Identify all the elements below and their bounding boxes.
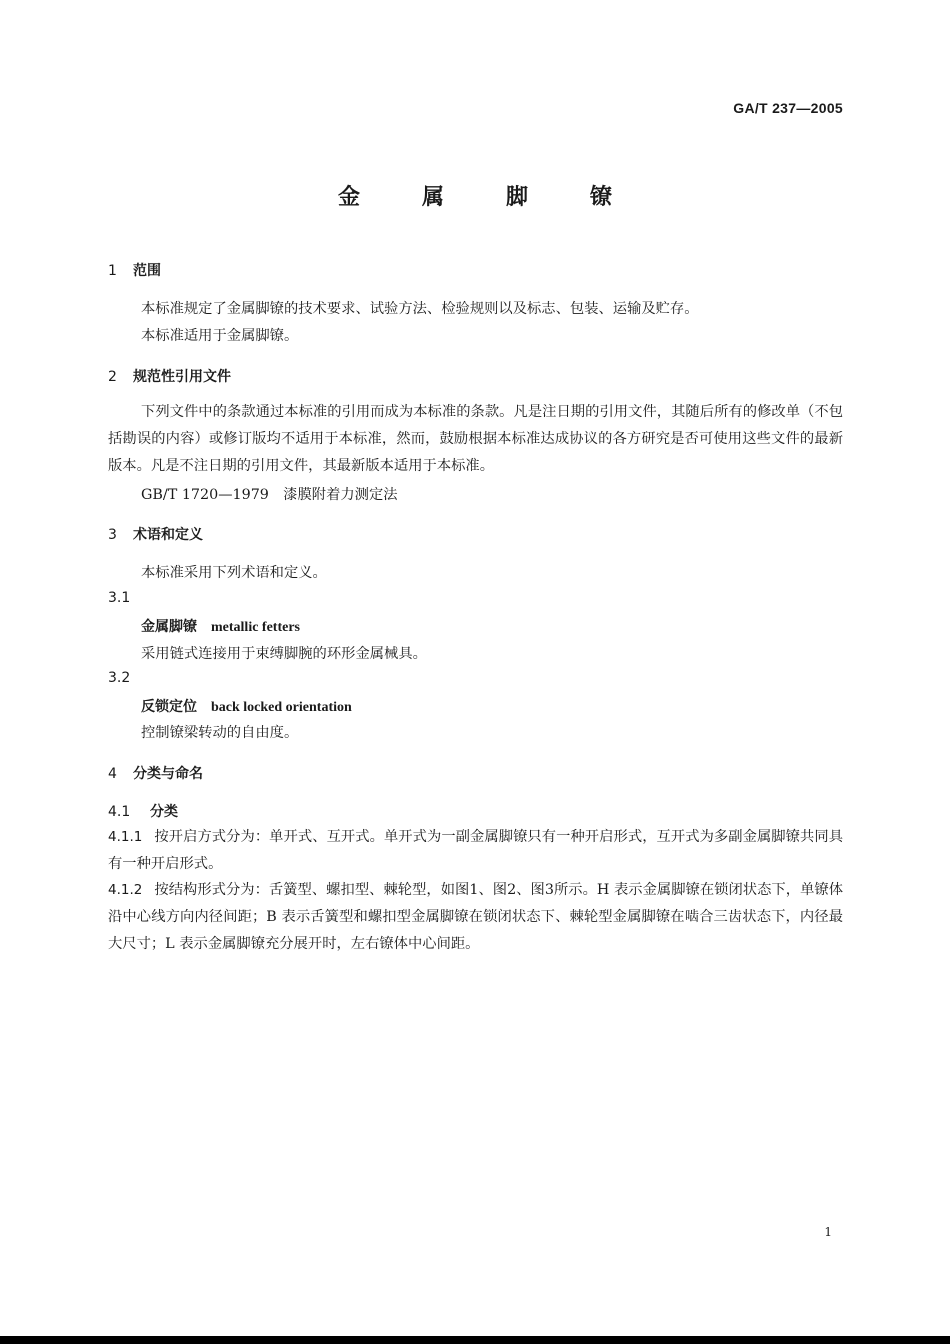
clause-4-1-2 [108,877,843,958]
section-1-paragraph: 本标准适用于金属脚镣。 [141,328,299,344]
term-chinese: 金属脚镣 [141,619,197,635]
term-english: metallic fetters [211,620,300,635]
section-1-paragraph: 本标准规定了金属脚镣的技术要求、试验方法、检验规则以及标志、包装、运输及贮存。 [141,301,699,317]
section-number: 4 [108,766,117,782]
term-chinese: 反锁定位 [141,699,197,715]
standard-number: GA/T 237—2005 [733,100,843,116]
section-title: 范围 [133,263,161,279]
page-number: 1 [824,1225,832,1239]
term-entry [141,696,352,716]
normative-reference: GB/T 1720—1979 漆膜附着力测定法 [141,487,398,503]
section-3-paragraph: 本标准采用下列术语和定义。 [141,565,327,581]
section-title: 术语和定义 [133,527,203,543]
term-number: 3.2 [108,670,131,686]
clause-text: 按结构形式分为：舌簧型、螺扣型、棘轮型，如图1、图2、图3所示。H 表示金属脚镣在锁闭状态下，单镣体沿中心线方向内径间距；B 表示舌簧型和螺扣型金属脚镣在锁闭状态下、棘轮型金属脚镣在啮合三齿状态下，内径最大尺寸；L 表示金属脚镣充分展开时，左右镣体中心间距。 [108,882,843,952]
document-title [0,180,950,211]
clause-number: 4.1.1 [108,829,143,845]
subsection-title: 分类 [150,804,178,820]
section-2-paragraph: 下列文件中的条款通过本标准的引用而成为本标准的条款。凡是注日期的引用文件，其随后所有的修改单（不包括勘误的内容）或修订版均不适用于本标准，然而，鼓励根据本标准达成协议的各方研究是否可使用这些文件的最新版本。凡是不注日期的引用文件，其最新版本适用于本标准。 [108,404,843,474]
section-2-heading [108,366,231,386]
title-char: 脚 [506,185,529,210]
section-1-heading [108,260,161,280]
term-definition: 控制镣梁转动的自由度。 [141,725,299,741]
section-3-heading [108,524,203,544]
section-number: 2 [108,369,117,385]
section-number: 3 [108,527,117,543]
bottom-border [0,1336,950,1344]
term-english: back locked orientation [211,700,352,715]
clause-number: 4.1.2 [108,882,143,898]
term-number: 3.1 [108,590,131,606]
title-char: 镣 [590,185,613,210]
section-4-heading [108,763,203,783]
subsection-number: 4.1 [108,804,131,820]
title-char: 金 [337,185,360,210]
term-definition: 采用链式连接用于束缚脚腕的环形金属械具。 [141,646,427,662]
section-title: 分类与命名 [133,766,203,782]
section-title: 规范性引用文件 [133,369,231,385]
term-entry [141,616,300,636]
clause-text: 按开启方式分为：单开式、互开式。单开式为一副金属脚镣只有一种开启形式，互开式为多副金属脚镣共同具有一种开启形式。 [108,829,843,872]
title-char: 属 [421,185,444,210]
subsection-4-1-heading [108,801,178,821]
section-number: 1 [108,263,117,279]
clause-4-1-1 [108,824,843,878]
